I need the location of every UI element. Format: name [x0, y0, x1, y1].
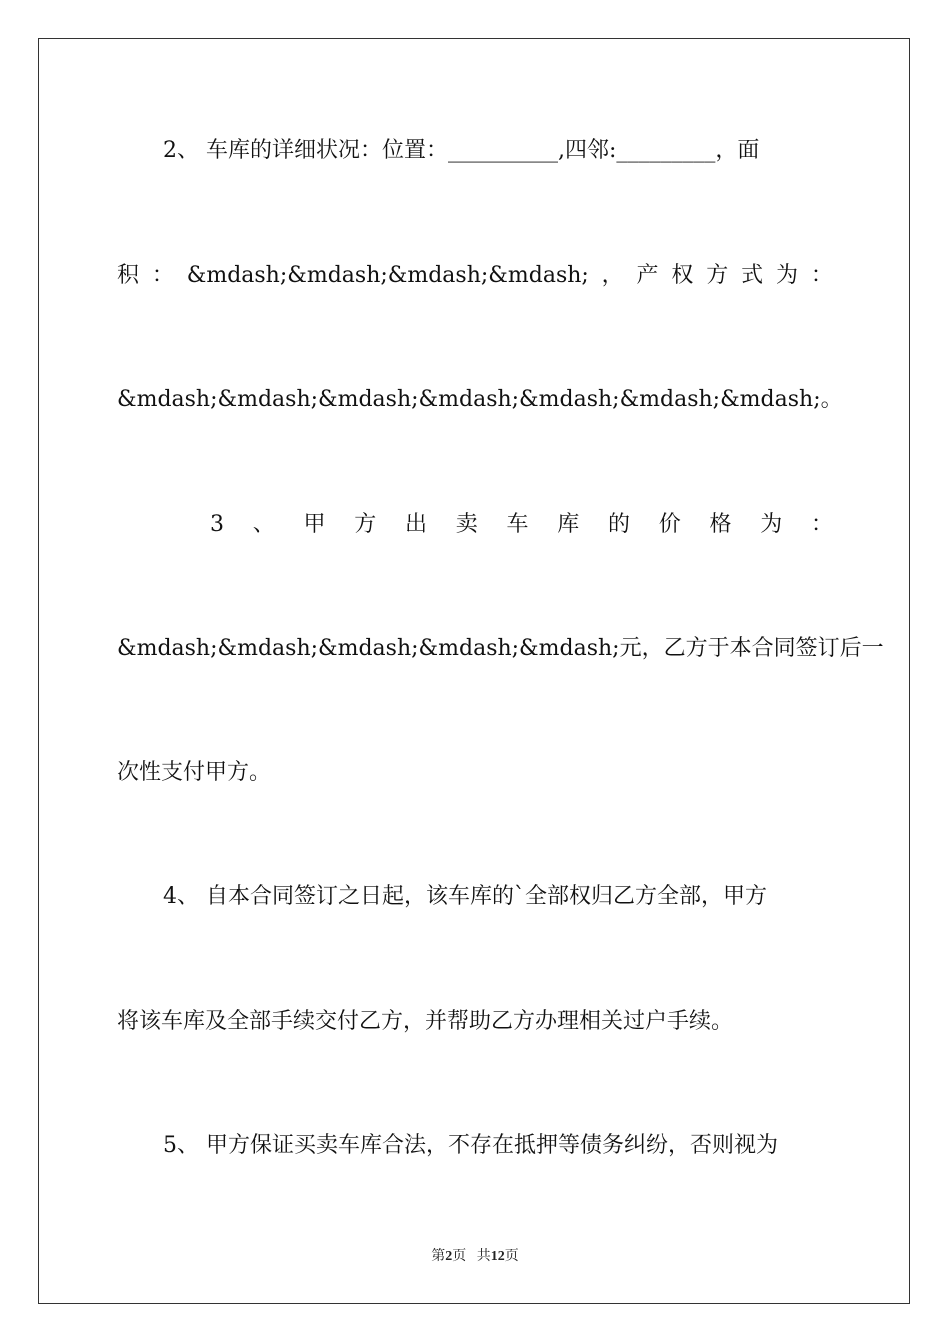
text-fragment: &mdash;&mdash;&mdash;&mdash; — [186, 263, 589, 288]
text-fragment: 格 — [709, 512, 732, 537]
text-fragment: 3 — [210, 512, 224, 537]
footer-total-suffix: 页 — [504, 1249, 519, 1264]
paragraph-5-line-1: 5、 甲方保证买卖车库合法，不存在抵押等债务纠纷，否则视为 — [163, 1133, 778, 1158]
text-fragment: 卖 — [455, 512, 478, 537]
page-footer — [0, 1245, 950, 1265]
text-fragment: 价 — [658, 512, 681, 537]
text-fragment: ， — [601, 263, 624, 288]
text-fragment: 车 — [506, 512, 529, 537]
text-fragment: 积 — [117, 263, 140, 288]
text-fragment: 方 — [706, 263, 729, 288]
text-fragment: 出 — [404, 512, 427, 537]
footer-total-prefix: 共 — [476, 1249, 491, 1264]
footer-total-pages: 12 — [490, 1249, 505, 1264]
paragraph-3-line-3: 次性支付甲方。 — [117, 760, 272, 785]
text-fragment: 方 — [354, 512, 377, 537]
text-fragment: 、 — [252, 512, 275, 537]
text-fragment: ： — [810, 512, 833, 537]
text-fragment: 甲 — [303, 512, 326, 537]
text-fragment: 的 — [607, 512, 630, 537]
text-fragment: 式 — [741, 263, 764, 288]
footer-page-prefix: 第 — [431, 1249, 446, 1264]
text-fragment: 权 — [671, 263, 694, 288]
page-frame — [38, 38, 910, 1304]
footer-page-number: 2 — [445, 1249, 453, 1264]
paragraph-4-line-1: 4、 自本合同签订之日起，该车库的`全部权归乙方全部，甲方 — [163, 884, 767, 909]
paragraph-3-line-1 — [210, 510, 833, 540]
paragraph-2-line-2 — [117, 261, 833, 291]
paragraph-2-line-3: &mdash;&mdash;&mdash;&mdash;&mdash;&mdash;&mdash;。 — [117, 387, 843, 412]
text-fragment: ： — [810, 263, 833, 288]
text-fragment: 为 — [776, 263, 799, 288]
text-fragment: 为 — [760, 512, 783, 537]
text-fragment: ： — [151, 263, 174, 288]
footer-page-suffix: 页 — [452, 1249, 467, 1264]
paragraph-2-line-1: 2、 车库的详细状况：位置：__________,四邻:_________，面 — [163, 138, 760, 163]
text-fragment: 库 — [557, 512, 580, 537]
paragraph-4-line-2: 将该车库及全部手续交付乙方，并帮助乙方办理相关过户手续。 — [117, 1009, 734, 1034]
text-fragment: 产 — [636, 263, 659, 288]
paragraph-3-line-2: &mdash;&mdash;&mdash;&mdash;&mdash;元，乙方于本合同签订后一 — [117, 636, 884, 661]
